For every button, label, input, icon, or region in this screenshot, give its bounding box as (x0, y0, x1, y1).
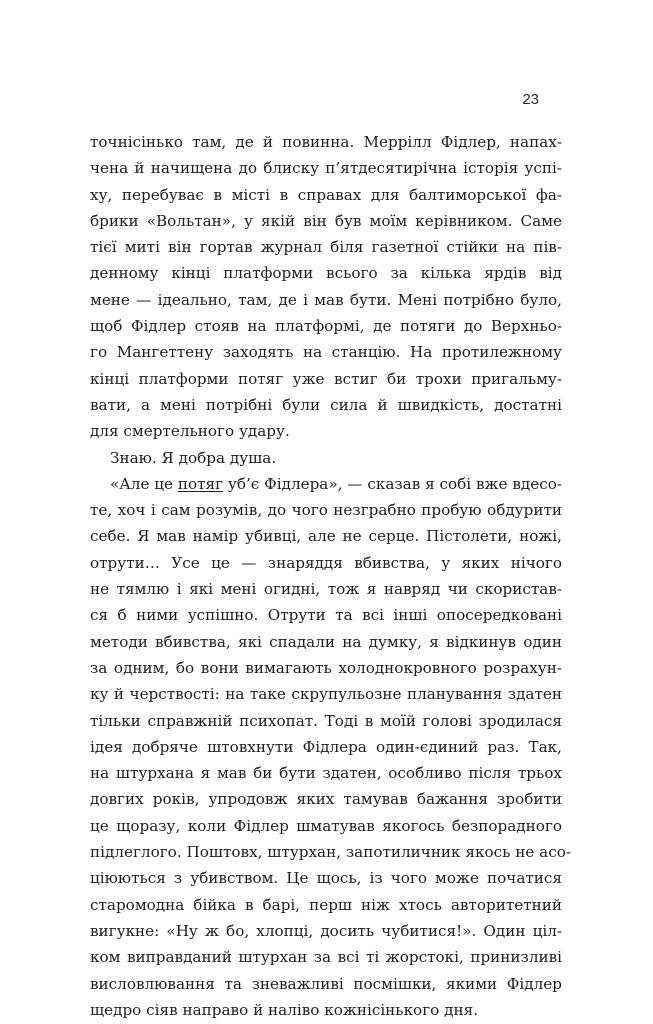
text-line: мене — ідеально, там, де і мав бути. Мені потрібно було, (90, 290, 562, 309)
text-line: точнісінько там, де й повинна. Меррілл Фідлер, напах- (90, 133, 562, 151)
text-line: те, хоч і сам розумів, до чого незграбно пробую обдурити (90, 501, 562, 520)
text-line: методи вбивства, які спадали на думку, я відкинув один (90, 632, 562, 651)
text-line: ціюються з убивством. Це щось, із чого може початися (90, 869, 562, 888)
text-line: брики «Вольтан», у якій він був моїм керівником. Саме (90, 211, 562, 230)
text-line: вигукне: «Ну ж бо, хлопці, досить чубитися!». Один ціл- (90, 921, 562, 940)
underlined-word: потяг (177, 474, 224, 493)
text-line: вати, а мені потрібні були сила й швидкість, достатні (90, 395, 562, 414)
text-line: себе. Я мав намір убивці, але не серце. Пістолети, ножі, (90, 527, 562, 546)
text-line: тієї миті він гортав журнал біля газетної стійки на пів- (90, 238, 562, 257)
text-line: ком виправданий штурхан за всі ті жорстокі, принизливі (90, 948, 562, 967)
text-line: за одним, бо вони вимагають холоднокровного розрахун- (90, 658, 562, 677)
text-line: підлеглого. Поштовх, штурхан, запотиличник якось не асо- (90, 843, 571, 862)
text-line: не тямлю і які мені огидні, тож я навряд чи скористав- (90, 580, 562, 599)
text-line: отрути… Усе це — знаряддя вбивства, у яких нічого (90, 553, 562, 572)
text-line: чена й начищена до блиску п’ятдесятирічна історія успі- (90, 159, 562, 178)
text-line: кінці платформи потяг уже встиг би трохи пригальму- (90, 369, 562, 388)
text-line: висловлювання та зневажливі посмішки, якими Фідлер (90, 974, 562, 993)
text-line: го Мангеттену заходять на станцію. На протилежному (90, 343, 562, 362)
text-line: на штурхана я мав би бути здатен, особливо після трьох (90, 764, 562, 783)
text-line: старомодна бійка в барі, перш ніж хтось авторитетний (90, 895, 562, 914)
quote-line (90, 471, 562, 497)
text-line: щедро сіяв направо й наліво кожнісінького дня. (90, 1000, 479, 1019)
text-line: ху, перебуває в місті в справах для балтиморської фа- (90, 185, 562, 204)
page-number: 23 (522, 91, 539, 108)
text-line: це щоразу, коли Фідлер шматував якогось безпорадного (90, 816, 562, 835)
text-line: денному кінці платформи всього за кілька ярдів від (90, 264, 562, 283)
text-line: тільки справжній психопат. Тоді в моїй голові зродилася (90, 711, 562, 730)
quote-line-start: «Але це (110, 474, 178, 493)
text-line: для смертельного удару. (90, 422, 290, 441)
quote-line-end: уб’є Фідлера», — сказав я собі вже вдесо- (223, 474, 562, 493)
text-line: ку й черствості: на таке скрупульозне планування здатен (90, 685, 562, 704)
text-line: ся б ними успішно. Отрути та всі інші опосередковані (90, 606, 562, 625)
text-line: Знаю. Я добра душа. (110, 448, 277, 467)
text-line: ідея добряче штовхнути Фідлера один-єдиний раз. Так, (90, 737, 562, 756)
text-line: довгих років, упродовж яких тамував бажання зробити (90, 790, 562, 809)
text-line: щоб Фідлер стояв на платформі, де потяги до Верхньо- (90, 317, 562, 336)
body-text (90, 129, 571, 1023)
